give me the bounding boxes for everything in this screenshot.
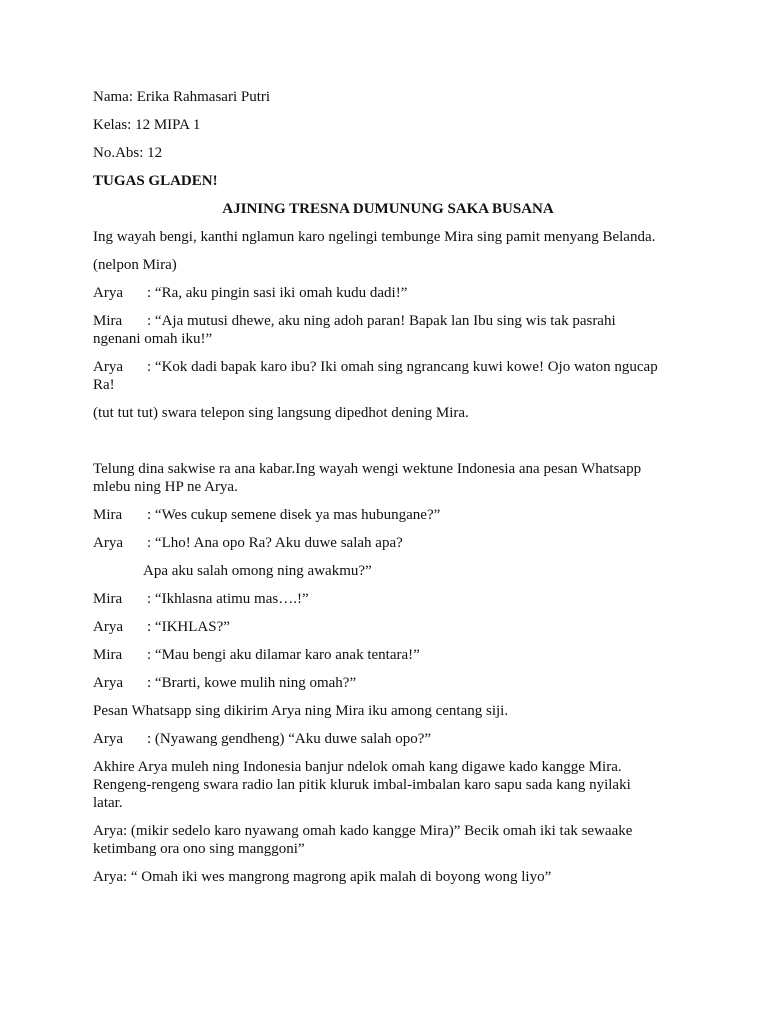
speaker: Mira [93, 647, 123, 663]
narration-4: Telung dina sakwise ra ana kabar.Ing wayah wengi wektune Indonesia ana pesan Whatsapp [93, 461, 642, 477]
narration-1: Ing wayah bengi, kanthi nglamun karo ngelingi tembunge Mira sing pamit menyang Belanda. [93, 229, 656, 245]
narration-3: (tut tut tut) swara telepon sing langsung dipedhot dening Mira. [93, 405, 469, 421]
speaker: Arya [93, 731, 123, 747]
speaker: Arya [93, 359, 123, 375]
speaker: Mira [93, 507, 123, 523]
dialogue-text: : “Kok dadi bapak karo ibu? Iki omah sing ngrancang kuwi kowe! Ojo waton ngucap [147, 359, 658, 375]
dialogue-line [93, 590, 683, 608]
story-title: AJINING TRESNA DUMUNUNG SAKA BUSANA [222, 201, 554, 217]
narration-6: Akhire Arya muleh ning Indonesia banjur ndelok omah kang digawe kado kangge Mira. [93, 759, 622, 775]
dialogue-text: : “Mau bengi aku dilamar karo anak tentara!” [147, 647, 420, 663]
dialogue-text: : “Lho! Ana opo Ra? Aku duwe salah apa? [147, 535, 403, 551]
dialogue-line [93, 506, 683, 524]
dialogue-line [93, 312, 683, 330]
narration-7-continuation: ketimbang ora ono sing manggoni” [93, 841, 305, 857]
dialogue-continuation: ngenani omah iku!” [93, 331, 213, 347]
student-number: No.Abs: 12 [93, 145, 163, 161]
narration-6-continuation: latar. [93, 795, 123, 811]
speaker: Arya [93, 285, 123, 301]
dialogue-continuation: Ra! [93, 377, 115, 393]
dialogue-text: : “Wes cukup semene disek ya mas hubungane?” [147, 507, 441, 523]
dialogue-line [93, 646, 683, 664]
dialogue-text: : “Ikhlasna atimu mas….!” [147, 591, 309, 607]
dialogue-line [93, 674, 683, 692]
speaker: Arya [93, 619, 123, 635]
dialogue-line [93, 534, 683, 552]
dialogue-text: : (Nyawang gendheng) “Aku duwe salah opo?” [147, 731, 432, 747]
narration-4-continuation: mlebu ning HP ne Arya. [93, 479, 238, 495]
dialogue-text: : “IKHLAS?” [147, 619, 230, 635]
dialogue-text: : “Brarti, kowe mulih ning omah?” [147, 675, 357, 691]
dialogue-text: : “Aja mutusi dhewe, aku ning adoh paran! Bapak lan Ibu sing wis tak pasrahi [147, 313, 616, 329]
speaker: Mira [93, 313, 123, 329]
dialogue-continuation: Apa aku salah omong ning awakmu?” [143, 563, 372, 579]
dialogue-line [93, 358, 683, 376]
narration-5: Pesan Whatsapp sing dikirim Arya ning Mira iku among centang siji. [93, 703, 509, 719]
speaker: Mira [93, 591, 123, 607]
dialogue-text: : “Ra, aku pingin sasi iki omah kudu dadi!” [147, 285, 408, 301]
student-name: Nama: Erika Rahmasari Putri [93, 89, 271, 105]
narration-6-continuation: Rengeng-rengeng swara radio lan pitik kluruk imbal-imbalan karo sapu sada kang nyilaki [93, 777, 631, 793]
student-class: Kelas: 12 MIPA 1 [93, 117, 201, 133]
speaker: Arya [93, 535, 123, 551]
dialogue-line [93, 730, 683, 748]
assignment-heading: TUGAS GLADEN! [93, 173, 218, 189]
dialogue-line [93, 284, 683, 302]
narration-2: (nelpon Mira) [93, 257, 177, 273]
speaker: Arya [93, 675, 123, 691]
narration-8: Arya: “ Omah iki wes mangrong magrong apik malah di boyong wong liyo” [93, 869, 552, 885]
narration-7: Arya: (mikir sedelo karo nyawang omah kado kangge Mira)” Becik omah iki tak sewaake [93, 823, 633, 839]
dialogue-line [93, 618, 683, 636]
